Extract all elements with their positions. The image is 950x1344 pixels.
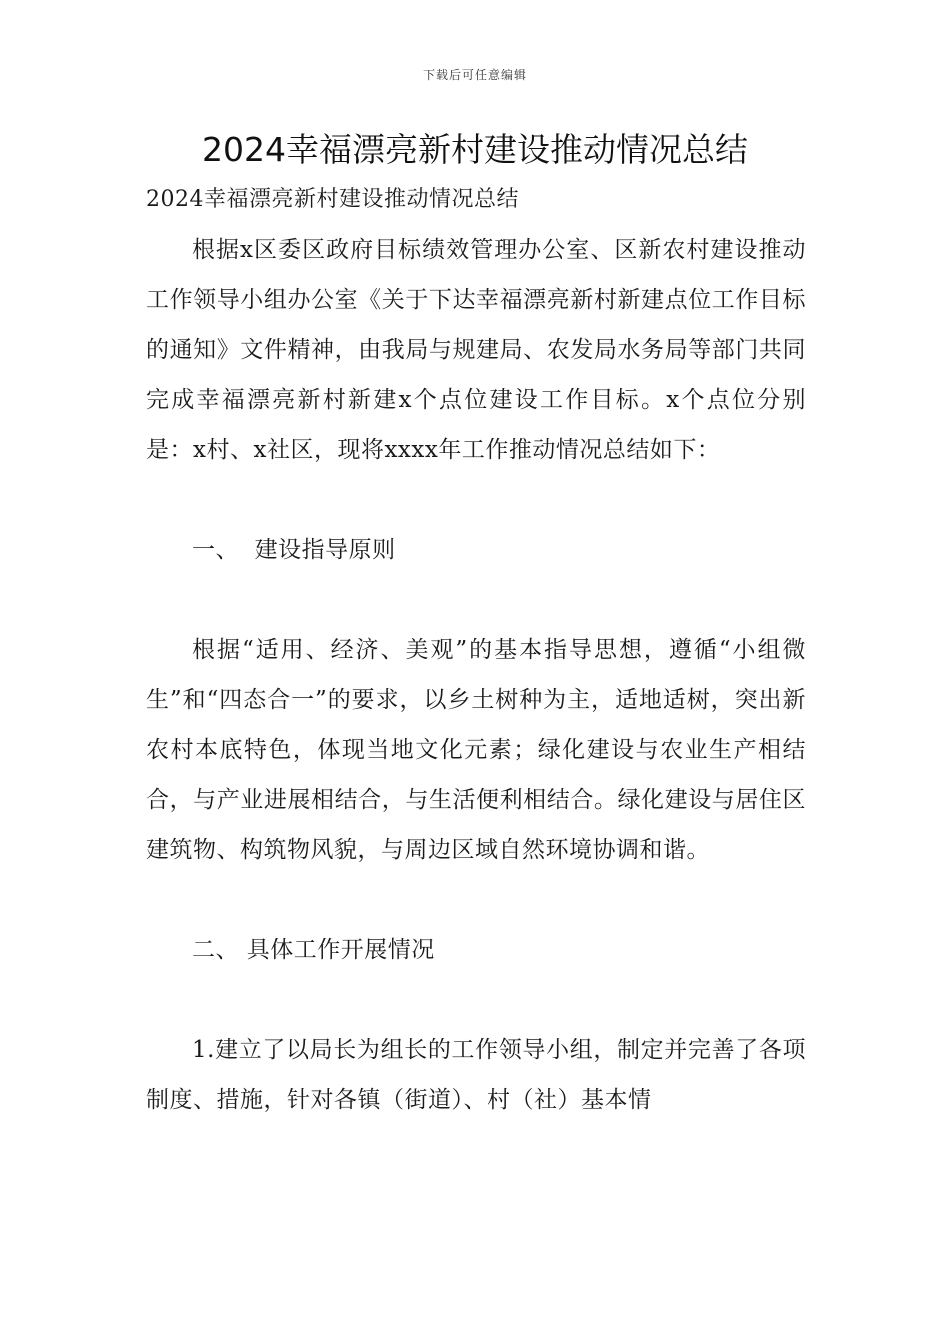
- section-heading-2: 二、 具体工作开展情况: [192, 937, 435, 963]
- intro-paragraph: 根据x区委区政府目标绩效管理办公室、区新农村建设推动工作领导小组办公室《关于下达幸福漂亮新村新建点位工作目标的通知》文件精神，由我局与规建局、农发局水务局等部门共同完成幸福漂亮新村新建x个点位建设工作目标。x个点位分别是：x村、x社区，现将xxxx年工作推动情况总结如下：: [146, 237, 806, 463]
- document-subtitle: 2024幸福漂亮新村建设推动情况总结: [146, 187, 519, 212]
- spacer: [146, 975, 806, 1025]
- spacer: [146, 475, 806, 525]
- spacer: [146, 575, 806, 625]
- document-body: [146, 175, 806, 1125]
- section-body-1: 根据“适用、经济、美观”的基本指导思想，遵循“小组微生”和“四态合一”的要求，以乡土树种为主，适地适树，突出新农村本底特色，体现当地文化元素；绿化建设与农业生产相结合，与产业进展相结合，与生活便利相结合。绿化建设与居住区建筑物、构筑物风貌，与周边区域自然环境协调和谐。: [146, 637, 806, 863]
- section-heading-1: 一、 建设指导原则: [192, 537, 396, 563]
- header-note: 下载后可任意编辑: [422, 68, 527, 82]
- section-body-2: 1.建立了以局长为组长的工作领导小组，制定并完善了各项制度、措施，针对各镇（街道）、村（社）基本情: [146, 1037, 806, 1113]
- spacer: [146, 875, 806, 925]
- document-title: 2024幸福漂亮新村建设推动情况总结: [202, 130, 748, 169]
